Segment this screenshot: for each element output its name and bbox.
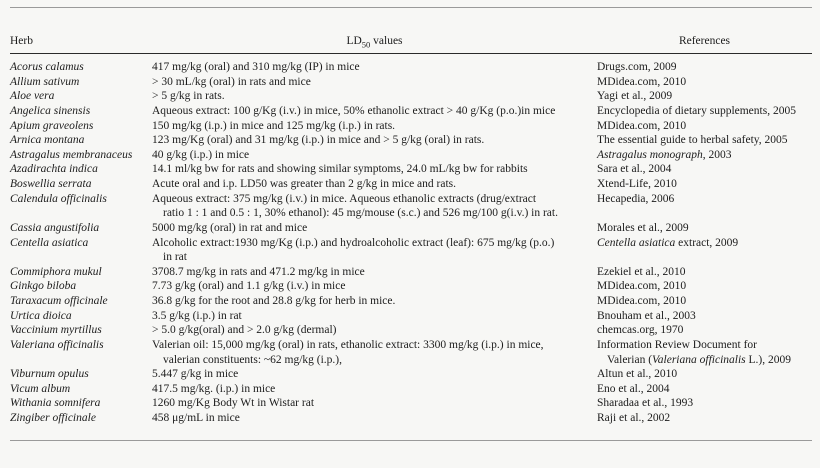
ld50-value (152, 236, 597, 265)
reference-line (597, 192, 812, 207)
ld50-value (152, 133, 597, 148)
table-row (10, 221, 812, 236)
reference-line (597, 119, 812, 134)
reference-line (597, 221, 812, 236)
reference-line (597, 162, 812, 177)
ld50-value (152, 279, 597, 294)
reference-text: Morales et al., 2009 (597, 221, 689, 234)
reference (597, 148, 812, 163)
ld50-value (152, 162, 597, 177)
ld50-label-suffix: values (370, 35, 403, 47)
reference-text: Eno et al., 2004 (597, 382, 670, 395)
reference (597, 279, 812, 294)
herb-name: Viburnum opulus (10, 368, 89, 381)
ld50-value (152, 396, 597, 411)
reference-text: Hecapedia, 2006 (597, 192, 675, 205)
table-row (10, 104, 812, 119)
ld50-value-line: Aqueous extract: 375 mg/kg (i.v.) in mice. Aqueous ethanolic extracts (drug/extract (152, 192, 537, 205)
ld50-value (152, 265, 597, 280)
reference (597, 294, 812, 309)
ld50-value-line: 150 mg/kg (i.p.) in mice and 125 mg/kg (i.p.) in rats. (152, 119, 396, 132)
ld50-value (152, 338, 597, 367)
table-row (10, 60, 812, 75)
herb-name: Aloe vera (10, 90, 55, 103)
herb-name: Valeriana officinalis (10, 338, 104, 351)
herb-name: Zingiber officinale (10, 412, 96, 424)
reference-text: Astragalus monograph (597, 148, 703, 161)
reference (597, 162, 812, 177)
reference (597, 60, 812, 75)
herb-name: Withania somnifera (10, 397, 101, 410)
reference-text: Centella asiatica (597, 236, 676, 249)
herb-name: Centella asiatica (10, 236, 89, 249)
reference-text: Xtend-Life, 2010 (597, 178, 677, 190)
column-header-ld50 (152, 35, 597, 50)
column-header-references: References (678, 35, 731, 47)
reference-text: extract, 2009 (675, 236, 739, 249)
reference-text: The essential guide to herbal safety, 2005 (597, 134, 788, 147)
ld50-value-line: 5000 mg/kg (oral) in rat and mice (152, 221, 308, 234)
ld50-value-line: valerian constituents: ~62 mg/kg (i.p.), (163, 353, 343, 366)
reference (597, 133, 812, 148)
reference (597, 221, 812, 236)
herb-name: Vaccinium myrtillus (10, 324, 102, 337)
ld50-value (152, 221, 597, 236)
reference-line (597, 338, 812, 353)
ld50-value-line: Acute oral and i.p. LD50 was greater than 2 g/kg in mice and rats. (152, 178, 457, 190)
ld50-value (152, 177, 597, 192)
herb-name: Urtica dioica (10, 309, 72, 322)
reference (597, 367, 812, 382)
ld50-value (152, 309, 597, 324)
table-bottom-rule (10, 440, 812, 441)
reference (597, 75, 812, 90)
ld50-value-line: > 5 g/kg in rats. (152, 90, 225, 103)
ld50-value-line: Valerian oil: 15,000 mg/kg (oral) in rats, ethanolic extract: 3300 mg/kg (i.p.) in mice, (152, 338, 544, 351)
table-row (10, 133, 812, 148)
reference (597, 338, 812, 367)
reference-line (597, 177, 812, 192)
ld50-value (152, 411, 597, 426)
table-row (10, 119, 812, 134)
reference (597, 89, 812, 104)
herb-name: Calendula officinalis (10, 192, 107, 205)
table-row (10, 294, 812, 309)
reference-line (597, 148, 812, 163)
reference-text: Yagi et al., 2009 (597, 90, 673, 103)
herb-name: Taraxacum officinale (10, 295, 108, 307)
herb-name: Boswellia serrata (10, 178, 92, 190)
ld50-value (152, 323, 597, 338)
herb-name: Arnica montana (10, 134, 85, 147)
table-row (10, 265, 812, 280)
ld50-label-subscript: 50 (361, 39, 371, 50)
herb-name: Azadirachta indica (10, 163, 98, 176)
reference-text: Encyclopedia of dietary supplements, 2005 (597, 104, 796, 117)
ld50-value-line: > 30 mL/kg (oral) in rats and mice (152, 75, 311, 88)
herb-name: Acorus calamus (10, 61, 84, 73)
reference (597, 411, 812, 426)
herb-name: Vicum album (10, 382, 71, 395)
ld50-value-line: 40 g/kg (i.p.) in mice (152, 148, 250, 161)
table-body (10, 54, 812, 426)
reference-text: Valeriana officinalis (652, 353, 746, 366)
reference-text: MDidea.com, 2010 (597, 295, 687, 307)
reference (597, 382, 812, 397)
reference (597, 265, 812, 280)
herb-name: Angelica sinensis (10, 104, 91, 117)
table-row (10, 236, 812, 265)
herb-name: Apium graveolens (10, 119, 94, 132)
ld50-value-line: > 5.0 g/kg(oral) and > 2.0 g/kg (dermal) (152, 324, 337, 337)
reference-line (597, 309, 812, 324)
ld50-value (152, 119, 597, 134)
ld50-value-line: 36.8 g/kg for the root and 28.8 g/kg for herb in mice. (152, 295, 396, 307)
ld50-value-line: in rat (163, 251, 187, 264)
reference-line (597, 279, 812, 294)
reference-line (597, 294, 812, 309)
table-row (10, 148, 812, 163)
herb-name: Ginkgo biloba (10, 280, 77, 293)
reference (597, 119, 812, 134)
table-row (10, 75, 812, 90)
ld50-value (152, 382, 597, 397)
reference (597, 192, 812, 207)
herb-name: Commiphora mukul (10, 265, 102, 278)
herb-name: Cassia angustifolia (10, 221, 100, 234)
ld50-value-line: Alcoholic extract:1930 mg/Kg (i.p.) and hydroalcoholic extract (leaf): 675 mg/kg (p.o.) (152, 236, 555, 249)
reference-text: , 2003 (702, 148, 732, 161)
reference-text: Altun et al., 2010 (597, 368, 678, 381)
ld50-table (0, 7, 820, 468)
table-row (10, 177, 812, 192)
reference-text: MDidea.com, 2010 (597, 119, 687, 132)
reference (597, 177, 812, 192)
reference-text: Sharadaa et al., 1993 (597, 397, 694, 410)
table-row (10, 89, 812, 104)
reference-line (597, 323, 812, 338)
reference-text: Bnouham et al., 2003 (597, 309, 696, 322)
reference-line (597, 353, 812, 368)
column-header-herb: Herb (10, 35, 33, 47)
reference-line (597, 104, 812, 119)
table-row (10, 192, 812, 221)
reference (597, 396, 812, 411)
reference (597, 309, 812, 324)
reference-text: MDidea.com, 2010 (597, 75, 687, 88)
reference-text: chemcas.org, 1970 (597, 324, 684, 337)
table-header-row (10, 8, 812, 53)
table-row (10, 279, 812, 294)
ld50-value-line: 417 mg/kg (oral) and 310 mg/kg (IP) in mice (152, 61, 360, 73)
ld50-value-line: 5.447 g/kg in mice (152, 368, 239, 381)
reference-line (597, 265, 812, 280)
ld50-value-line: 3708.7 mg/kg in rats and 471.2 mg/kg in mice (152, 265, 365, 278)
ld50-value (152, 60, 597, 75)
reference-line (597, 89, 812, 104)
ld50-value-line: Aqueous extract: 100 g/Kg (i.v.) in mice, 50% ethanolic extract > 40 g/Kg (p.o.)in mice (152, 104, 556, 117)
ld50-value-line: ratio 1 : 1 and 0.5 : 1, 30% ethanol): 45 mg/mouse (s.c.) and 526 mg/100 g(i.v.) in rat. (163, 207, 558, 220)
reference (597, 236, 812, 251)
ld50-value (152, 148, 597, 163)
reference-text: Ezekiel et al., 2010 (597, 265, 686, 278)
reference-line (597, 411, 812, 426)
reference-text: Valerian ( (607, 353, 653, 366)
table-row (10, 323, 812, 338)
table-row (10, 309, 812, 324)
herb-name: Allium sativum (10, 75, 80, 88)
reference-text: MDidea.com, 2010 (597, 280, 687, 293)
reference (597, 104, 812, 119)
ld50-value (152, 75, 597, 90)
ld50-value-line: 3.5 g/kg (i.p.) in rat (152, 309, 242, 322)
table-row (10, 367, 812, 382)
reference-text: Sara et al., 2004 (597, 163, 672, 176)
reference-line (597, 367, 812, 382)
reference-text: L.), 2009 (745, 353, 791, 366)
reference-line (597, 75, 812, 90)
ld50-label-prefix: LD (346, 35, 362, 47)
reference-text: Raji et al., 2002 (597, 412, 671, 424)
reference-line (597, 396, 812, 411)
ld50-value (152, 294, 597, 309)
ld50-value (152, 89, 597, 104)
ld50-value-line: 417.5 mg/kg. (i.p.) in mice (152, 382, 276, 395)
table-row (10, 338, 812, 367)
ld50-value (152, 367, 597, 382)
reference-text: Information Review Document for (597, 338, 757, 351)
ld50-value (152, 104, 597, 119)
ld50-value-line: 123 mg/Kg (oral) and 31 mg/kg (i.p.) in mice and > 5 g/kg (oral) in rats. (152, 134, 485, 147)
table-row (10, 396, 812, 411)
reference-text: Drugs.com, 2009 (597, 61, 677, 73)
table-row (10, 382, 812, 397)
reference (597, 323, 812, 338)
reference-line (597, 382, 812, 397)
herb-name: Astragalus membranaceus (10, 148, 133, 161)
reference-line (597, 60, 812, 75)
reference-line (597, 133, 812, 148)
ld50-value-line: 1260 mg/Kg Body Wt in Wistar rat (152, 397, 315, 410)
ld50-value-line: 458 μg/mL in mice (152, 412, 240, 424)
ld50-value (152, 192, 597, 221)
table-row (10, 162, 812, 177)
ld50-value-line: 14.1 ml/kg bw for rats and showing similar symptoms, 24.0 mL/kg bw for rabbits (152, 163, 528, 176)
reference-line (597, 236, 812, 251)
ld50-value-line: 7.73 g/kg (oral) and 1.1 g/kg (i.v.) in mice (152, 280, 346, 293)
table-row (10, 411, 812, 426)
